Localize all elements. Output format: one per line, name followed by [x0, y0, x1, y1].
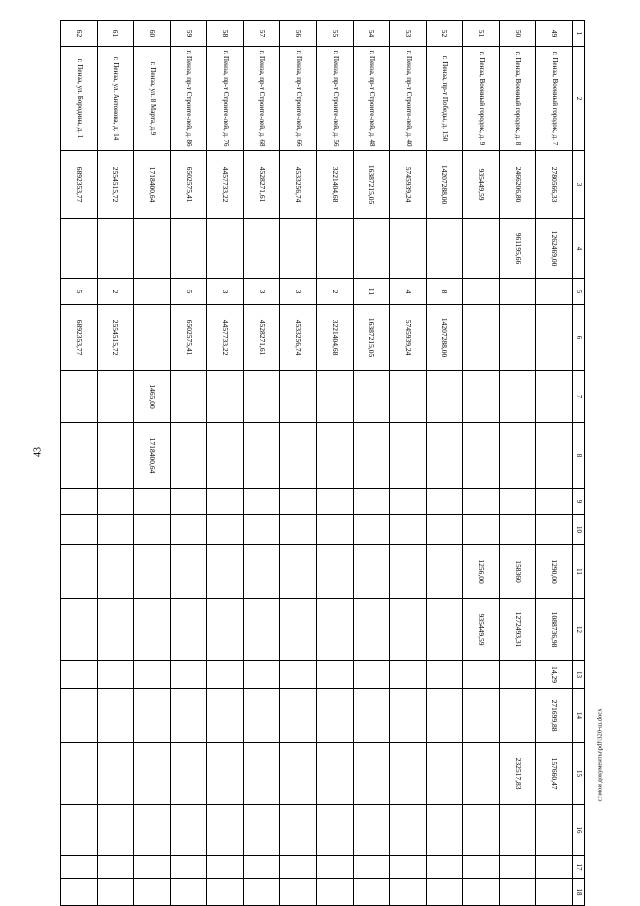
table-cell — [61, 489, 98, 515]
table-cell — [463, 879, 500, 906]
table-cell — [280, 879, 317, 906]
table-cell — [280, 856, 317, 879]
table-cell: 1256,00 — [463, 545, 500, 599]
table-cell: 2780566,33 — [536, 151, 573, 219]
table-cell — [317, 489, 354, 515]
table-cell: 2 — [317, 279, 354, 305]
table-cell — [463, 856, 500, 879]
table-cell — [207, 856, 244, 879]
table-cell: 2554515,72 — [97, 151, 134, 219]
table-cell — [134, 661, 171, 689]
table-cell — [536, 489, 573, 515]
table-cell: 53 — [390, 21, 427, 47]
table-cell: 3 — [207, 279, 244, 305]
column-number: 6 — [573, 305, 585, 371]
table-cell — [499, 661, 536, 689]
table-cell — [170, 856, 207, 879]
table-cell — [243, 879, 280, 906]
table-cell: 3221404,68 — [317, 305, 354, 371]
table-cell: 2554515,72 — [97, 305, 134, 371]
table-cell — [426, 805, 463, 856]
table-cell — [280, 805, 317, 856]
table-cell: 62 — [61, 21, 98, 47]
table-cell — [317, 661, 354, 689]
table-cell — [97, 489, 134, 515]
table-cell: 49 — [536, 21, 573, 47]
column-number: 7 — [573, 371, 585, 423]
table-cell: 1718400,64 — [134, 151, 171, 219]
table-cell: 3221404,68 — [317, 151, 354, 219]
table-cell — [280, 599, 317, 661]
table-row — [170, 21, 207, 906]
table-cell — [97, 219, 134, 279]
table-cell — [353, 879, 390, 906]
table-cell: 157660,47 — [536, 743, 573, 805]
table-cell — [61, 879, 98, 906]
table-cell — [280, 545, 317, 599]
table-cell — [426, 743, 463, 805]
table-cell — [317, 545, 354, 599]
table-cell — [170, 423, 207, 489]
table-cell — [499, 489, 536, 515]
table-cell — [243, 599, 280, 661]
table-cell: 5745939,24 — [390, 151, 427, 219]
table-cell — [426, 879, 463, 906]
table-cell: 1088736,98 — [536, 599, 573, 661]
table-cell — [426, 219, 463, 279]
table-cell — [61, 545, 98, 599]
table-row — [499, 21, 536, 906]
table-cell — [353, 219, 390, 279]
table-cell — [243, 856, 280, 879]
table-row — [243, 21, 280, 906]
table-cell: 16387215,05 — [353, 151, 390, 219]
table-cell — [207, 545, 244, 599]
table-cell — [97, 423, 134, 489]
table-cell: 11 — [353, 279, 390, 305]
table-cell — [390, 515, 427, 545]
table-cell — [536, 279, 573, 305]
table-cell: 1465,00 — [134, 371, 171, 423]
table-cell: 3 — [280, 279, 317, 305]
table-cell: 935449,59 — [463, 151, 500, 219]
table-cell — [390, 371, 427, 423]
table-cell — [134, 689, 171, 743]
table-cell — [536, 805, 573, 856]
table-cell — [536, 856, 573, 879]
table-cell — [317, 856, 354, 879]
table-cell — [207, 879, 244, 906]
table-cell — [243, 661, 280, 689]
table-cell: 14207288,00 — [426, 151, 463, 219]
table-cell — [463, 371, 500, 423]
table-cell: 1262469,00 — [536, 219, 573, 279]
address-cell: г. Пенза, ул. 8 Марта, д.9 — [134, 47, 171, 151]
table-cell — [134, 219, 171, 279]
table-cell — [280, 515, 317, 545]
table-cell — [207, 515, 244, 545]
table-cell — [97, 743, 134, 805]
table-cell — [207, 489, 244, 515]
table-cell — [426, 545, 463, 599]
table-cell — [61, 219, 98, 279]
address-cell: г. Пенза, пр-т Строите-лей, д. 68 — [243, 47, 280, 151]
rotated-table-container — [60, 20, 585, 896]
table-cell — [207, 743, 244, 805]
table-cell — [243, 743, 280, 805]
table-cell: 60 — [134, 21, 171, 47]
table-cell — [317, 689, 354, 743]
table-cell: 935449,59 — [463, 599, 500, 661]
table-cell: 2466206,80 — [499, 151, 536, 219]
table-cell — [280, 489, 317, 515]
column-number: 18 — [573, 879, 585, 906]
table-cell — [536, 305, 573, 371]
table-cell: 52 — [426, 21, 463, 47]
column-number: 9 — [573, 489, 585, 515]
table-cell — [170, 219, 207, 279]
table-cell: 2 — [97, 279, 134, 305]
table-cell: 50 — [499, 21, 536, 47]
table-cell — [170, 879, 207, 906]
table-cell — [390, 879, 427, 906]
table-cell — [426, 689, 463, 743]
table-cell — [97, 599, 134, 661]
table-cell: 57 — [243, 21, 280, 47]
table-cell — [317, 219, 354, 279]
table-cell: 3 — [243, 279, 280, 305]
table-cell — [499, 856, 536, 879]
column-number: 10 — [573, 515, 585, 545]
table-cell — [134, 879, 171, 906]
column-number: 13 — [573, 661, 585, 689]
table-cell — [390, 489, 427, 515]
table-cell — [134, 305, 171, 371]
column-number: 4 — [573, 219, 585, 279]
table-cell — [353, 856, 390, 879]
table-cell — [353, 661, 390, 689]
column-number: 16 — [573, 805, 585, 856]
table-cell — [317, 743, 354, 805]
table-cell: 54 — [353, 21, 390, 47]
table-cell — [317, 515, 354, 545]
table-cell — [317, 879, 354, 906]
table-cell — [317, 423, 354, 489]
table-cell — [536, 879, 573, 906]
table-cell — [280, 219, 317, 279]
table-row — [463, 21, 500, 906]
table-cell — [499, 279, 536, 305]
table-cell: 5745939,24 — [390, 305, 427, 371]
table-cell — [353, 489, 390, 515]
table-cell — [134, 279, 171, 305]
table-cell — [207, 219, 244, 279]
table-cell — [390, 661, 427, 689]
table-cell — [426, 489, 463, 515]
table-cell — [134, 805, 171, 856]
table-row — [207, 21, 244, 906]
table-cell: 4 — [390, 279, 427, 305]
table-cell — [463, 305, 500, 371]
table-cell: 6892353,77 — [61, 305, 98, 371]
table-cell — [280, 743, 317, 805]
address-cell: г. Пенза, пр-т Строите-лей, д. 40 — [390, 47, 427, 151]
table-cell — [353, 689, 390, 743]
table-row — [61, 21, 98, 906]
table-cell — [426, 599, 463, 661]
table-cell: 61 — [97, 21, 134, 47]
table-row — [317, 21, 354, 906]
table-cell — [97, 805, 134, 856]
address-cell: г. Пенза, пр-т Строите-лей, д. 48 — [353, 47, 390, 151]
column-number: 8 — [573, 423, 585, 489]
table-cell — [390, 689, 427, 743]
table-cell — [134, 856, 171, 879]
table-cell — [499, 515, 536, 545]
table-cell — [170, 689, 207, 743]
table-cell — [390, 805, 427, 856]
table-cell: 55 — [317, 21, 354, 47]
table-cell — [207, 689, 244, 743]
table-cell: 1272493,31 — [499, 599, 536, 661]
table-cell: 271699,88 — [536, 689, 573, 743]
table-cell: 5 — [170, 279, 207, 305]
table-cell — [499, 689, 536, 743]
table-cell: 4528271,61 — [243, 151, 280, 219]
table-cell — [170, 371, 207, 423]
column-number: 1 — [573, 21, 585, 47]
address-cell: г. Пенза, ул. Бородина, д. 1 — [61, 47, 98, 151]
table-cell — [426, 661, 463, 689]
table-cell — [61, 599, 98, 661]
column-number: 5 — [573, 279, 585, 305]
column-number: 14 — [573, 689, 585, 743]
table-cell — [61, 661, 98, 689]
table-cell — [463, 489, 500, 515]
table-cell — [170, 545, 207, 599]
table-cell — [61, 689, 98, 743]
table-cell — [243, 489, 280, 515]
table-cell — [97, 689, 134, 743]
table-cell — [390, 599, 427, 661]
table-cell — [207, 805, 244, 856]
table-cell — [390, 423, 427, 489]
address-cell: г. Пенза, пр-т Победы, д. 150 — [426, 47, 463, 151]
table-cell — [390, 856, 427, 879]
table-cell — [243, 219, 280, 279]
page-number: 43 — [32, 447, 44, 457]
table-cell: 4528271,61 — [243, 305, 280, 371]
table-cell: 8 — [426, 279, 463, 305]
table-cell: 961195,66 — [499, 219, 536, 279]
table-cell — [207, 661, 244, 689]
table-cell — [97, 515, 134, 545]
table-cell: 16387215,05 — [353, 305, 390, 371]
table-cell: 232517,83 — [499, 743, 536, 805]
table-cell — [463, 219, 500, 279]
table-cell — [280, 423, 317, 489]
table-cell — [134, 515, 171, 545]
address-cell: г. Пенза, Военный городок, д. 9 — [463, 47, 500, 151]
table-row — [134, 21, 171, 906]
table-cell — [170, 661, 207, 689]
table-cell: 59 — [170, 21, 207, 47]
table-cell — [97, 879, 134, 906]
table-cell — [243, 805, 280, 856]
table-cell — [243, 545, 280, 599]
table-cell — [317, 599, 354, 661]
table-cell: 5 — [61, 279, 98, 305]
table-cell — [243, 689, 280, 743]
table-cell — [97, 371, 134, 423]
column-number: 12 — [573, 599, 585, 661]
table-cell — [390, 743, 427, 805]
table-cell — [499, 371, 536, 423]
table-cell — [353, 545, 390, 599]
table-cell — [243, 371, 280, 423]
table-cell — [536, 515, 573, 545]
column-number: 17 — [573, 856, 585, 879]
table-cell: 158360 — [499, 545, 536, 599]
table-cell — [97, 661, 134, 689]
table-cell — [463, 689, 500, 743]
table-row — [426, 21, 463, 906]
table-cell: 4457733,22 — [207, 151, 244, 219]
table-cell — [499, 423, 536, 489]
table-cell: 56 — [280, 21, 317, 47]
table-cell — [170, 743, 207, 805]
table-cell: 51 — [463, 21, 500, 47]
table-row — [390, 21, 427, 906]
table-cell — [390, 545, 427, 599]
table-cell — [463, 423, 500, 489]
address-cell: г. Пенза, пр-т Строите-лей, д. 56 — [317, 47, 354, 151]
table-cell: 4533256,74 — [280, 305, 317, 371]
table-cell: 14,29 — [536, 661, 573, 689]
table-cell — [207, 371, 244, 423]
table-row — [536, 21, 573, 906]
table-cell — [170, 599, 207, 661]
table-cell — [463, 279, 500, 305]
table-cell — [499, 879, 536, 906]
table-cell — [97, 545, 134, 599]
table-cell: 4457733,22 — [207, 305, 244, 371]
table-cell — [243, 423, 280, 489]
table-cell — [280, 661, 317, 689]
column-number: 11 — [573, 545, 585, 599]
table-cell — [353, 599, 390, 661]
table-cell: 4533256,74 — [280, 151, 317, 219]
table-cell — [207, 599, 244, 661]
table-cell — [207, 423, 244, 489]
address-cell: г. Пенза, пр-т Строите-лей, д. 66 — [280, 47, 317, 151]
table-cell — [463, 805, 500, 856]
table-cell: 58 — [207, 21, 244, 47]
table-cell — [463, 661, 500, 689]
table-cell — [243, 515, 280, 545]
table-cell — [353, 515, 390, 545]
table-cell — [170, 515, 207, 545]
column-number: 15 — [573, 743, 585, 805]
table-cell — [61, 743, 98, 805]
table-cell — [536, 371, 573, 423]
table-cell: 1718400,64 — [134, 423, 171, 489]
table-cell — [353, 423, 390, 489]
table-cell — [61, 371, 98, 423]
table-cell — [280, 689, 317, 743]
table-cell — [426, 515, 463, 545]
housing-register-table — [60, 20, 585, 906]
table-cell — [463, 515, 500, 545]
table-cell: 1290,00 — [536, 545, 573, 599]
table-row — [353, 21, 390, 906]
column-number-row — [573, 21, 585, 906]
table-cell — [317, 371, 354, 423]
table-cell — [134, 599, 171, 661]
table-cell — [170, 805, 207, 856]
table-cell: 14207288,00 — [426, 305, 463, 371]
table-cell — [97, 856, 134, 879]
table-cell — [61, 515, 98, 545]
table-cell — [353, 805, 390, 856]
table-cell — [61, 805, 98, 856]
table-cell — [536, 423, 573, 489]
table-cell: 6892353,77 — [61, 151, 98, 219]
table-cell — [61, 856, 98, 879]
table-cell — [353, 743, 390, 805]
address-cell: г. Пенза, ул. Антонова, д. 14 — [97, 47, 134, 151]
table-row — [280, 21, 317, 906]
table-cell — [426, 423, 463, 489]
table-cell — [499, 305, 536, 371]
table-cell — [426, 371, 463, 423]
table-cell — [134, 743, 171, 805]
address-cell: г. Пенза, Военный городок, д. 7 — [536, 47, 573, 151]
table-cell — [134, 489, 171, 515]
table-cell — [390, 219, 427, 279]
footer-file-path: c:\мои документы\pdf\320-ш.docx — [596, 708, 604, 802]
table-cell: 6502575,41 — [170, 151, 207, 219]
address-cell: г. Пенза, пр-т Строите-лей, д. 76 — [207, 47, 244, 151]
table-cell — [426, 856, 463, 879]
table-cell — [134, 545, 171, 599]
table-row — [97, 21, 134, 906]
table-cell — [353, 371, 390, 423]
column-number: 2 — [573, 47, 585, 151]
table-cell — [317, 805, 354, 856]
table-cell — [463, 743, 500, 805]
table-cell — [499, 805, 536, 856]
table-cell — [61, 423, 98, 489]
column-number: 3 — [573, 151, 585, 219]
table-cell — [170, 489, 207, 515]
table-cell — [280, 371, 317, 423]
address-cell: г. Пенза, Военный городок, д. 8 — [499, 47, 536, 151]
table-cell: 6502575,41 — [170, 305, 207, 371]
address-cell: г. Пенза, пр-т Строите-лей, д. 86 — [170, 47, 207, 151]
